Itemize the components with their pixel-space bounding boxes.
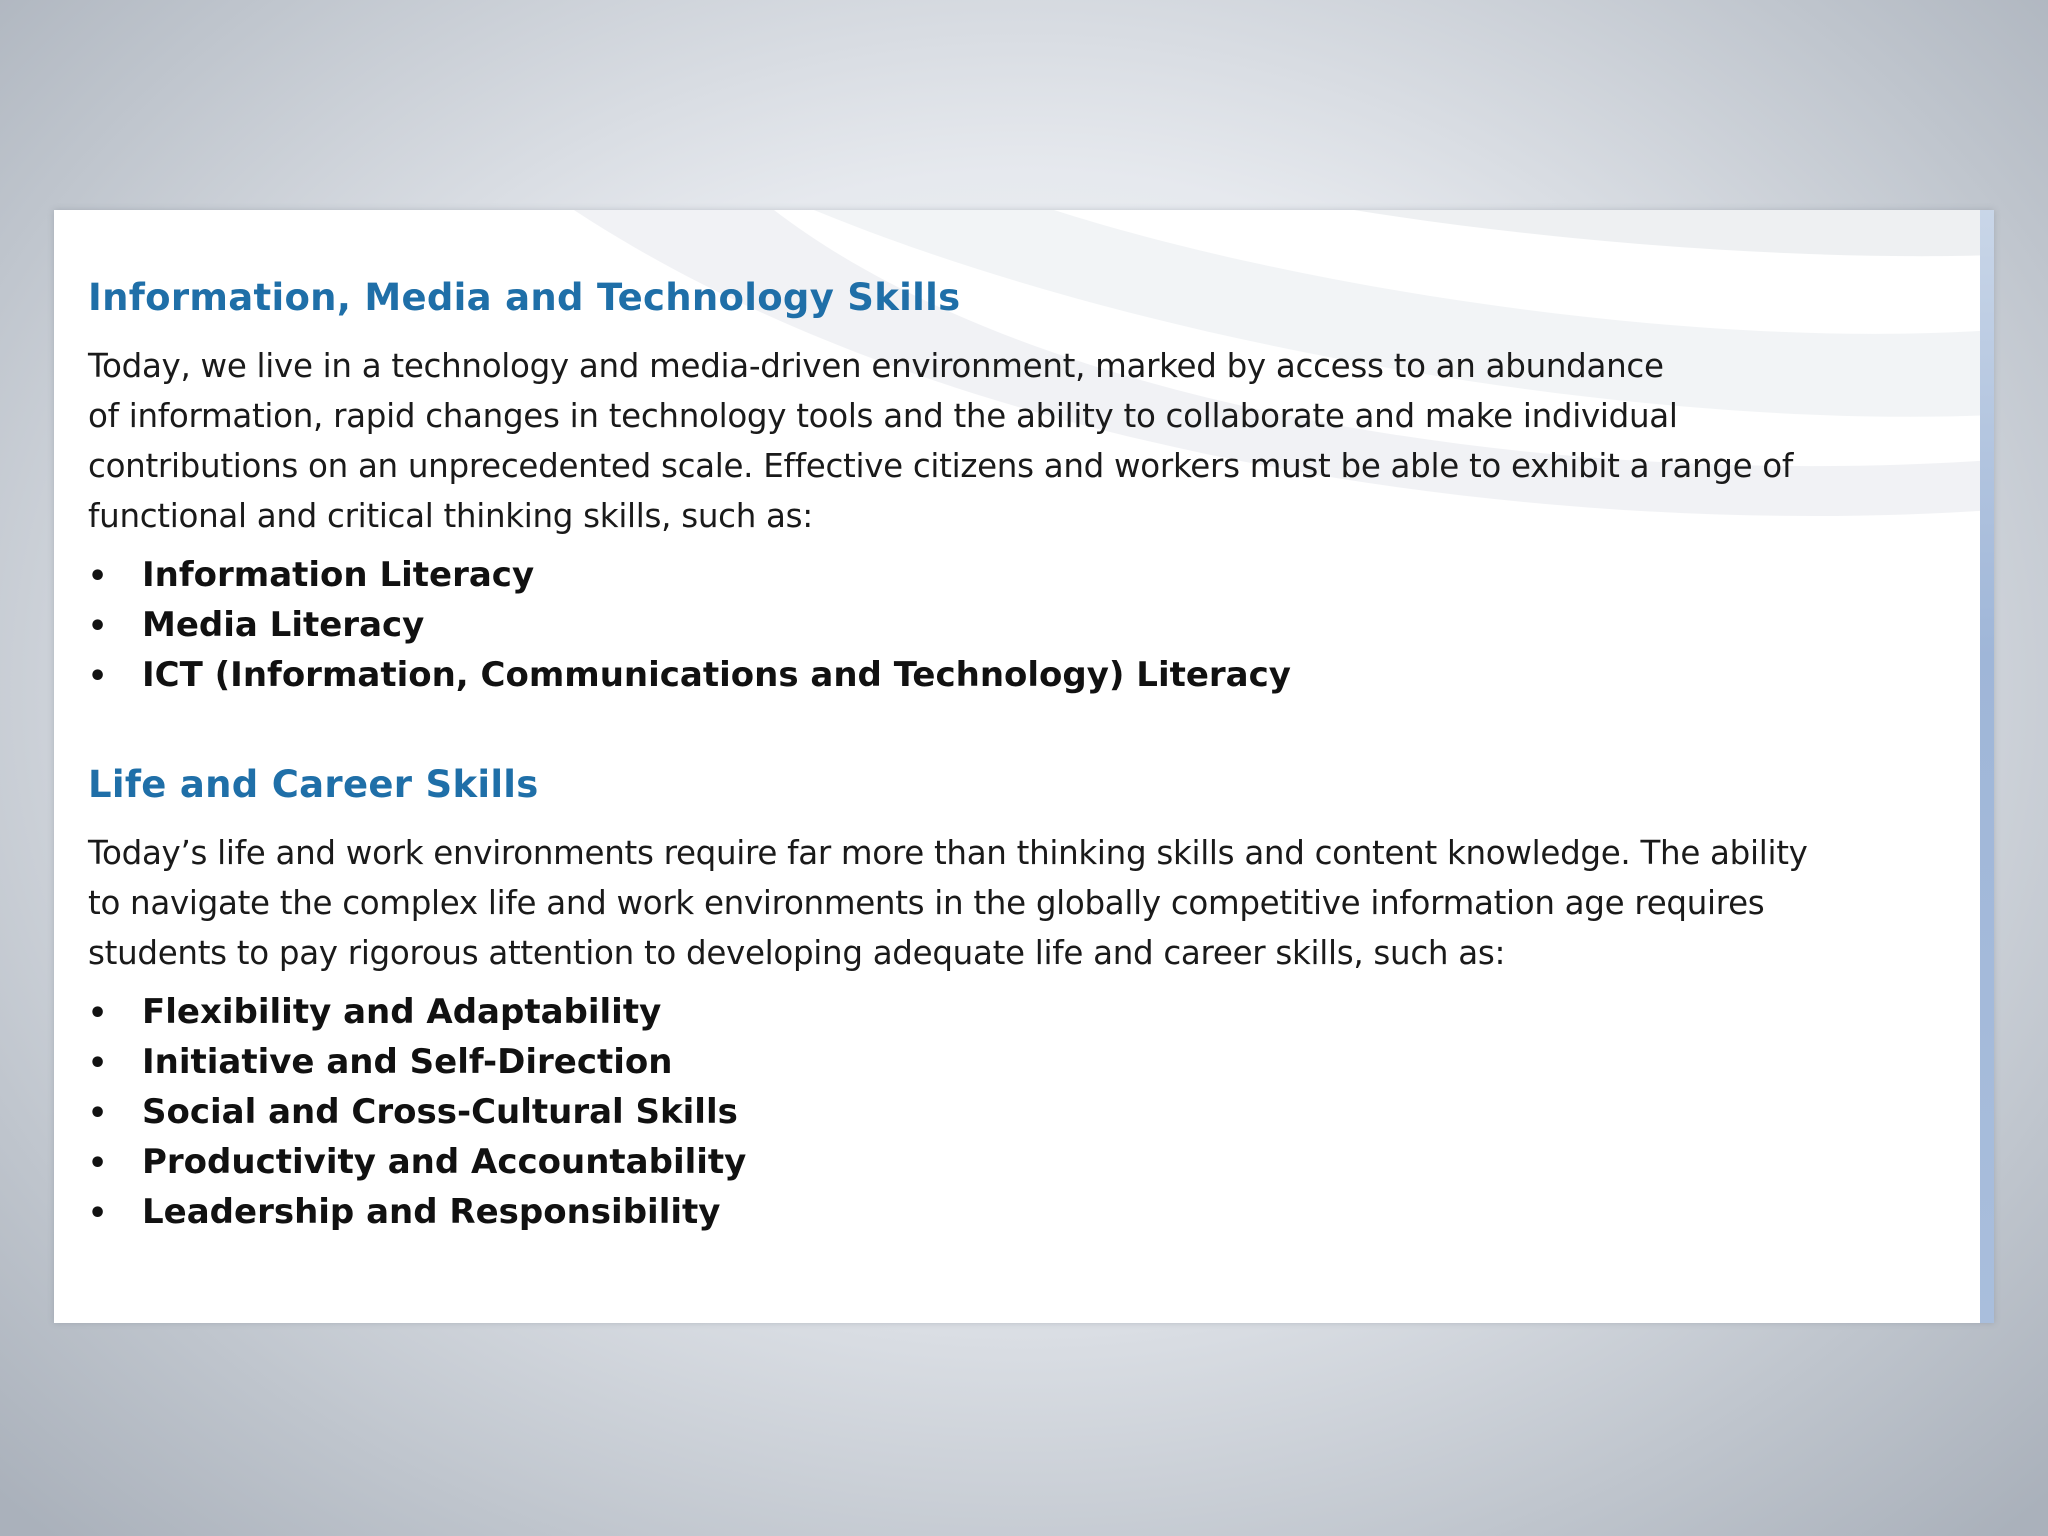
paragraph-line: Today’s life and work environments require far more than thinking skills and content knowledge. The ability [88,834,1808,872]
bullet-icon: • [88,1096,108,1131]
bullet-icon: • [88,1196,108,1231]
section-paragraph [88,828,1948,978]
list-item-label: Information Literacy [142,555,535,595]
section-heading: Life and Career Skills [88,763,539,806]
section-life-career [88,763,1948,1242]
list-item [88,555,1948,605]
list-item [88,1142,1948,1192]
section-heading: Information, Media and Technology Skills [88,276,961,319]
bullet-icon: • [88,609,108,644]
paragraph-line: students to pay rigorous attention to developing adequate life and career skills, such as: [88,934,1506,972]
list-item [88,1192,1948,1242]
bullet-icon: • [88,1046,108,1081]
document-content [88,276,1948,1242]
list-item [88,992,1948,1042]
paragraph-line: to navigate the complex life and work environments in the globally competitive information age requires [88,884,1765,922]
list-item-label: Social and Cross-Cultural Skills [142,1092,738,1132]
section-information-media-technology [88,276,1948,705]
bullet-icon: • [88,659,108,694]
list-item-label: Media Literacy [142,605,425,645]
list-item-label: Productivity and Accountability [142,1142,747,1182]
list-item [88,605,1948,655]
list-item-label: Leadership and Responsibility [142,1192,721,1232]
paragraph-line: Today, we live in a technology and media-driven environment, marked by access to an abundance [88,347,1664,385]
paragraph-line: contributions on an unprecedented scale. Effective citizens and workers must be able to exhibit a range of [88,447,1794,485]
right-edge-bar [1980,210,1994,1323]
section-paragraph [88,341,1948,541]
paragraph-line: functional and critical thinking skills, such as: [88,497,813,535]
paragraph-line: of information, rapid changes in technology tools and the ability to collaborate and make individual [88,397,1678,435]
list-item [88,1042,1948,1092]
list-item-label: ICT (Information, Communications and Technology) Literacy [142,655,1291,695]
skills-list [88,992,1948,1242]
bullet-icon: • [88,559,108,594]
bullet-icon: • [88,996,108,1031]
list-item [88,1092,1948,1142]
list-item-label: Initiative and Self-Direction [142,1042,673,1082]
list-item [88,655,1948,705]
list-item-label: Flexibility and Adaptability [142,992,662,1032]
slide-panel [54,210,1994,1323]
skills-list [88,555,1948,705]
bullet-icon: • [88,1146,108,1181]
